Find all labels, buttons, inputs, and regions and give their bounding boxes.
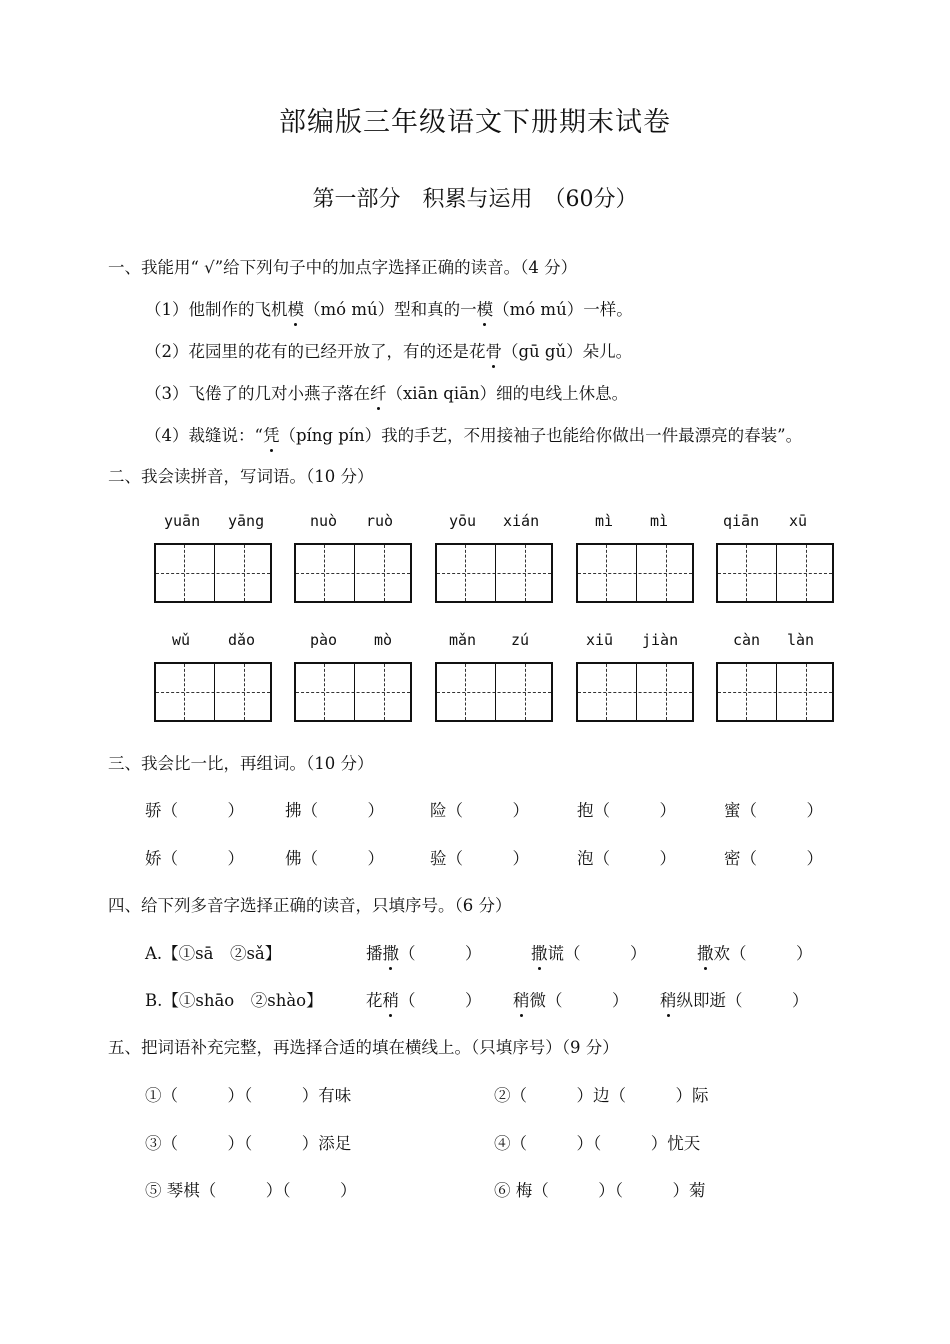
q1-item-4-text-2: （píng pín）我的手艺，不用接袖子也能给你做出一件最漂亮的春装”。 <box>279 426 803 445</box>
q1-item-4-text: （4）裁缝说：“ <box>145 426 263 445</box>
dotted-char: 纤 <box>370 380 387 404</box>
idiom-blank[interactable]: ③（ ）（ ）添足 <box>145 1134 352 1153</box>
item-blank: （ ） <box>399 991 482 1010</box>
q1-item-1-text: （1）他制作的飞机 <box>145 300 288 319</box>
word-blank[interactable]: 泡（ ） <box>577 849 676 868</box>
item-text: 播 <box>366 944 383 963</box>
pinyin-label: ruò <box>366 512 394 530</box>
polyphone-item[interactable] <box>697 940 813 964</box>
dotted-char: 稍 <box>383 987 400 1011</box>
item-blank: 谎（ ） <box>547 944 647 963</box>
writing-grid[interactable] <box>435 543 553 603</box>
idiom-blank[interactable]: ④（ ）（ ）忧天 <box>494 1134 701 1153</box>
polyphone-item[interactable] <box>531 940 647 964</box>
page-title: 部编版三年级语文下册期末试卷 <box>279 107 671 138</box>
word-blank[interactable]: 密（ ） <box>724 849 823 868</box>
q3-heading: 三、我会比一比，再组词。（10 分） <box>108 754 374 773</box>
q1-item-2-text: （2）花园里的花有的已经开放了，有的还是花 <box>145 342 486 361</box>
pinyin-label: yōu <box>449 512 477 530</box>
pinyin-label: jiàn <box>642 631 679 649</box>
writing-grid[interactable] <box>576 543 694 603</box>
dotted-char: 撒 <box>383 940 400 964</box>
q1-heading: 一、我能用“ √”给下列句子中的加点字选择正确的读音。（4 分） <box>108 258 578 277</box>
pinyin-label: xū <box>789 512 808 530</box>
idiom-blank[interactable]: ⑥ 梅（ ）（ ）菊 <box>494 1181 706 1200</box>
writing-grid[interactable] <box>435 662 553 722</box>
word-blank[interactable]: 佛（ ） <box>285 849 384 868</box>
pinyin-label: yuān <box>164 512 201 530</box>
pinyin-label: mò <box>374 631 393 649</box>
q1-item-3-text-2: （xiān qiān）细的电线上休息。 <box>386 384 629 403</box>
pinyin-label: nuò <box>310 512 338 530</box>
writing-grid[interactable] <box>294 543 412 603</box>
q1-item-4 <box>145 422 802 446</box>
word-blank[interactable]: 险（ ） <box>430 801 529 820</box>
dotted-char: 稍 <box>660 987 677 1011</box>
writing-grid[interactable] <box>716 543 834 603</box>
writing-grid[interactable] <box>154 662 272 722</box>
word-blank[interactable]: 验（ ） <box>430 849 529 868</box>
pinyin-label: mì <box>650 512 669 530</box>
word-blank[interactable]: 娇（ ） <box>145 849 244 868</box>
dotted-char: 稍 <box>513 987 530 1011</box>
pinyin-label: zú <box>511 631 530 649</box>
item-blank: 纵即逝（ ） <box>676 991 809 1010</box>
pinyin-label: qiān <box>723 512 760 530</box>
dotted-char: 骨 <box>486 338 503 362</box>
pinyin-label: dǎo <box>228 631 256 649</box>
option-label-a: A.【①sā ②sǎ】 <box>145 944 282 963</box>
option-label-b: B.【①shāo ②shào】 <box>145 991 323 1010</box>
writing-grid[interactable] <box>576 662 694 722</box>
part-heading: 第一部分 积累与运用 （60分） <box>312 187 638 212</box>
pinyin-label: mì <box>595 512 614 530</box>
word-blank[interactable]: 蜜（ ） <box>724 801 823 820</box>
q4-heading: 四、给下列多音字选择正确的读音，只填序号。（6 分） <box>108 896 512 915</box>
q5-heading: 五、把词语补充完整，再选择合适的填在横线上。（只填序号）（9 分） <box>108 1038 619 1057</box>
pinyin-label: xián <box>503 512 540 530</box>
pinyin-label: pào <box>310 631 338 649</box>
item-blank: 微（ ） <box>529 991 629 1010</box>
writing-grid[interactable] <box>294 662 412 722</box>
idiom-blank[interactable]: ⑤ 琴棋（ ）（ ） <box>145 1181 357 1200</box>
pinyin-label: xiū <box>586 631 614 649</box>
pinyin-label: wǔ <box>172 631 191 649</box>
q1-item-3 <box>145 380 628 404</box>
item-blank: 欢（ ） <box>713 944 813 963</box>
item-blank: （ ） <box>399 944 482 963</box>
word-blank[interactable]: 抱（ ） <box>577 801 676 820</box>
q1-item-1-text-3: （mó mú）一样。 <box>493 300 633 319</box>
writing-grid[interactable] <box>154 543 272 603</box>
word-blank[interactable]: 拂（ ） <box>285 801 384 820</box>
polyphone-item[interactable] <box>366 987 482 1011</box>
dotted-char: 模 <box>477 296 494 320</box>
idiom-blank[interactable]: ①（ ）（ ）有味 <box>145 1086 352 1105</box>
pinyin-label: yāng <box>228 512 265 530</box>
polyphone-item[interactable] <box>513 987 629 1011</box>
pinyin-label: mǎn <box>449 631 477 649</box>
pinyin-label: càn <box>733 631 761 649</box>
dotted-char: 撒 <box>531 940 548 964</box>
dotted-char: 撒 <box>697 940 714 964</box>
dotted-char: 凭 <box>263 422 280 446</box>
q1-item-2 <box>145 338 632 362</box>
q1-item-1 <box>145 296 633 320</box>
item-text: 花 <box>366 991 383 1010</box>
pinyin-label: làn <box>787 631 815 649</box>
q1-item-2-text-2: （gū gǔ）朵儿。 <box>502 342 633 361</box>
q1-item-3-text: （3）飞倦了的几对小燕子落在 <box>145 384 370 403</box>
writing-grid[interactable] <box>716 662 834 722</box>
polyphone-item[interactable] <box>660 987 809 1011</box>
polyphone-item[interactable] <box>366 940 482 964</box>
idiom-blank[interactable]: ②（ ）边（ ）际 <box>494 1086 709 1105</box>
q1-item-1-text-2: （mó mú）型和真的一 <box>304 300 477 319</box>
dotted-char: 模 <box>288 296 305 320</box>
word-blank[interactable]: 骄（ ） <box>145 801 244 820</box>
q2-heading: 二、我会读拼音，写词语。（10 分） <box>108 467 374 486</box>
